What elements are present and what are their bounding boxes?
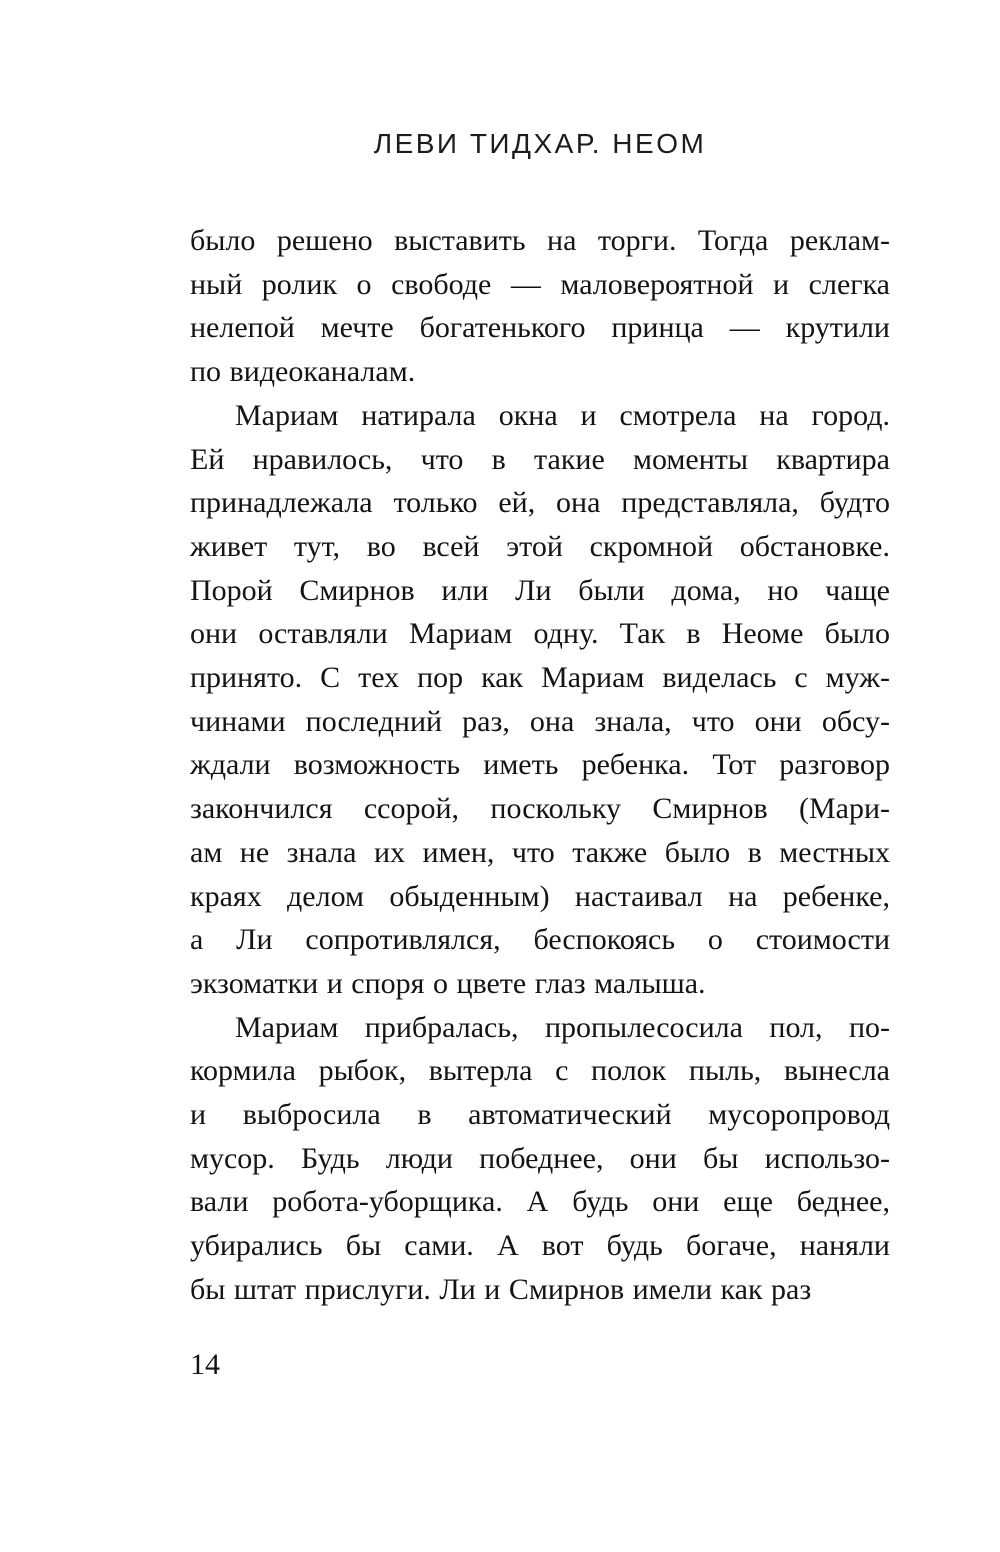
text-line: мусор. Будь люди победнее, они бы использо- [190, 1141, 890, 1175]
text-line: Порой Смирнов или Ли были дома, но чаще [190, 573, 890, 607]
text-line: бы штат прислуги. Ли и Смирнов имели как раз [190, 1272, 812, 1306]
text-line: было решено выставить на торги. Тогда реклам- [190, 224, 890, 257]
text-line: чинами последний раз, она знала, что они обсу- [190, 704, 890, 738]
text-line: ный ролик о свободе — маловероятной и слегка [190, 267, 890, 301]
text-line: кормила рыбок, вытерла с полок пыль, вынесла [190, 1054, 890, 1088]
text-line: по видеоканалам. [190, 355, 416, 389]
text-line: а Ли сопротивлялся, беспокоясь о стоимости [190, 923, 890, 957]
text-line: краях делом обыденным) настаивал на ребенке, [190, 879, 890, 913]
text-line: живет тут, во всей этой скромной обстановке. [190, 529, 890, 563]
running-header: ЛЕВИ ТИДХАР. НЕОМ [373, 128, 707, 159]
text-line: принято. С тех пор как Мариам виделась с муж- [190, 661, 890, 695]
text-line: и выбросила в автоматический мусоропровод [190, 1098, 890, 1132]
text-line: Мариам прибралась, пропылесосила пол, по- [235, 1010, 890, 1044]
paragraph [190, 394, 890, 1006]
text-line: ам не знала их имен, что также было в местных [190, 835, 890, 869]
paragraph [190, 219, 890, 394]
body-text [190, 219, 890, 1312]
text-line: закончился ссорой, поскольку Смирнов (Мари- [190, 792, 890, 826]
paragraph [190, 1006, 890, 1312]
text-line: убирались бы сами. А вот будь богаче, наняли [190, 1229, 890, 1263]
text-line: Мариам натирала окна и смотрела на город. [235, 398, 890, 432]
page-number: 14 [190, 1348, 220, 1381]
text-line: экзоматки и споря о цвете глаз малыша. [190, 966, 706, 1000]
text-line: они оставляли Мариам одну. Так в Неоме было [190, 617, 890, 651]
text-line: принадлежала только ей, она представляла, будто [190, 486, 890, 520]
text-line: нелепой мечте богатенького принца — крутили [190, 311, 890, 345]
text-line: Ей нравилось, что в такие моменты квартира [190, 442, 890, 476]
text-line: вали робота-уборщика. А будь они еще беднее, [190, 1185, 890, 1219]
text-line: ждали возможность иметь ребенка. Тот разговор [190, 748, 890, 782]
